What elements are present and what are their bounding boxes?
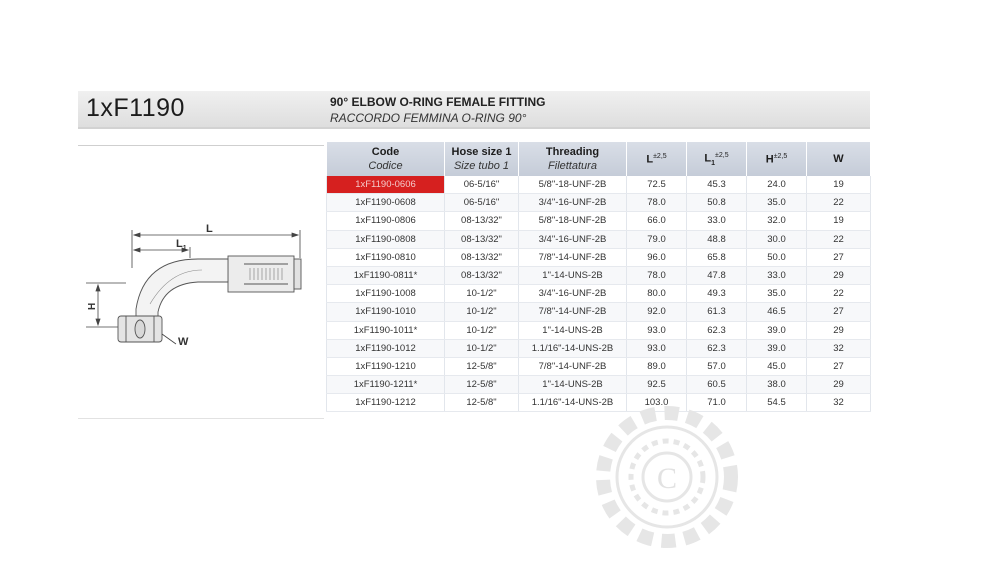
dimension-W [162, 334, 176, 344]
col-header-hose-size: Hose size 1 Size tubo 1 [445, 142, 519, 176]
cell-code: 1xF1190-0606 [327, 176, 445, 194]
cell-L: 80.0 [627, 285, 687, 303]
cell-L1: 57.0 [687, 357, 747, 375]
cell-H: 54.5 [747, 394, 807, 412]
table-row [327, 212, 871, 230]
cell-L1: 65.8 [687, 248, 747, 266]
cell-H: 50.0 [747, 248, 807, 266]
cell-L1: 48.8 [687, 230, 747, 248]
cell-L1: 33.0 [687, 212, 747, 230]
cell-H: 33.0 [747, 266, 807, 284]
cell-W: 19 [807, 212, 871, 230]
table-row [327, 176, 871, 194]
cell-hose-size: 10-1/2" [445, 303, 519, 321]
cell-H: 45.0 [747, 357, 807, 375]
cell-code: 1xF1190-0806 [327, 212, 445, 230]
watermark-letter: C [656, 462, 678, 495]
cell-W: 32 [807, 394, 871, 412]
label-L1: $L_1$ [176, 238, 187, 252]
col-header-L1: $L_1^{\pm 2,5}$ [687, 142, 747, 176]
table-row [327, 339, 871, 357]
cell-L: 79.0 [627, 230, 687, 248]
cell-hose-size: 08-13/32" [445, 248, 519, 266]
cell-threading: 1.1/16"-14-UNS-2B [519, 394, 627, 412]
table-row [327, 230, 871, 248]
cell-W: 22 [807, 194, 871, 212]
cell-H: 38.0 [747, 376, 807, 394]
cell-code: 1xF1190-1211* [327, 376, 445, 394]
spec-table [326, 142, 871, 412]
cell-L1: 60.5 [687, 376, 747, 394]
table-row [327, 357, 871, 375]
table-row [327, 194, 871, 212]
table-header-row [327, 142, 871, 176]
cell-W: 22 [807, 230, 871, 248]
table-row [327, 303, 871, 321]
cell-H: 30.0 [747, 230, 807, 248]
cell-W: 27 [807, 248, 871, 266]
cell-L: 66.0 [627, 212, 687, 230]
cell-hose-size: 10-1/2" [445, 285, 519, 303]
cell-L: 93.0 [627, 339, 687, 357]
cell-threading: 1.1/16"-14-UNS-2B [519, 339, 627, 357]
cell-L: 103.0 [627, 394, 687, 412]
cell-L1: 62.3 [687, 321, 747, 339]
cell-L1: 45.3 [687, 176, 747, 194]
col-header-threading: Threading Filettatura [519, 142, 627, 176]
cell-threading: 3/4"-16-UNF-2B [519, 194, 627, 212]
cell-code: 1xF1190-1212 [327, 394, 445, 412]
cell-threading: 7/8"-14-UNF-2B [519, 303, 627, 321]
cell-code: 1xF1190-1210 [327, 357, 445, 375]
cell-W: 22 [807, 285, 871, 303]
label-W: W [178, 336, 189, 348]
cell-hose-size: 06-5/16" [445, 194, 519, 212]
cell-H: 35.0 [747, 194, 807, 212]
label-L: L [206, 223, 213, 235]
cell-L: 72.5 [627, 176, 687, 194]
cell-threading: 7/8"-14-UNF-2B [519, 248, 627, 266]
cell-W: 29 [807, 266, 871, 284]
cell-code: 1xF1190-0810 [327, 248, 445, 266]
table-row [327, 248, 871, 266]
cell-code: 1xF1190-1011* [327, 321, 445, 339]
cell-hose-size: 12-5/8" [445, 357, 519, 375]
cell-threading: 3/4"-16-UNF-2B [519, 230, 627, 248]
cell-hose-size: 10-1/2" [445, 321, 519, 339]
col-header-W: W [807, 142, 871, 176]
table-row [327, 321, 871, 339]
cell-threading: 1"-14-UNS-2B [519, 266, 627, 284]
cell-hose-size: 10-1/2" [445, 339, 519, 357]
cell-H: 39.0 [747, 321, 807, 339]
fitting-body [118, 256, 301, 342]
cell-H: 32.0 [747, 212, 807, 230]
product-code: 1xF1190 [86, 94, 185, 122]
cell-W: 27 [807, 303, 871, 321]
cell-W: 32 [807, 339, 871, 357]
cell-H: 46.5 [747, 303, 807, 321]
cell-L1: 61.3 [687, 303, 747, 321]
cell-W: 29 [807, 321, 871, 339]
title-english: 90° ELBOW O-RING FEMALE FITTING [330, 95, 546, 109]
cell-L: 92.0 [627, 303, 687, 321]
table-body [327, 176, 871, 412]
cell-L1: 47.8 [687, 266, 747, 284]
cell-threading: 1"-14-UNS-2B [519, 321, 627, 339]
cell-threading: 7/8"-14-UNF-2B [519, 357, 627, 375]
label-H: H [87, 302, 98, 310]
cell-hose-size: 12-5/8" [445, 376, 519, 394]
cell-L1: 62.3 [687, 339, 747, 357]
col-header-code: Code Codice [327, 142, 445, 176]
divider-bottom [78, 418, 324, 419]
fitting-diagram [78, 146, 324, 416]
cell-L: 89.0 [627, 357, 687, 375]
cell-code: 1xF1190-0808 [327, 230, 445, 248]
cell-code: 1xF1190-0811* [327, 266, 445, 284]
cell-H: 35.0 [747, 285, 807, 303]
cell-L: 78.0 [627, 194, 687, 212]
cell-W: 19 [807, 176, 871, 194]
cell-hose-size: 08-13/32" [445, 212, 519, 230]
cell-code: 1xF1190-0608 [327, 194, 445, 212]
col-header-L: $L^{\pm 2,5}$ [627, 142, 687, 176]
cell-W: 29 [807, 376, 871, 394]
cell-hose-size: 08-13/32" [445, 230, 519, 248]
cell-L: 92.5 [627, 376, 687, 394]
table-row [327, 266, 871, 284]
cell-threading: 5/8"-18-UNF-2B [519, 212, 627, 230]
table-row [327, 285, 871, 303]
cell-threading: 1"-14-UNS-2B [519, 376, 627, 394]
cell-hose-size: 06-5/16" [445, 176, 519, 194]
cell-hose-size: 08-13/32" [445, 266, 519, 284]
cell-L: 96.0 [627, 248, 687, 266]
cell-hose-size: 12-5/8" [445, 394, 519, 412]
cell-H: 39.0 [747, 339, 807, 357]
cell-L: 78.0 [627, 266, 687, 284]
cell-code: 1xF1190-1012 [327, 339, 445, 357]
col-header-H: $H^{\pm 2,5}$ [747, 142, 807, 176]
cell-code: 1xF1190-1010 [327, 303, 445, 321]
cell-threading: 3/4"-16-UNF-2B [519, 285, 627, 303]
cell-L: 93.0 [627, 321, 687, 339]
cell-L1: 49.3 [687, 285, 747, 303]
cell-code: 1xF1190-1008 [327, 285, 445, 303]
cell-L1: 50.8 [687, 194, 747, 212]
cell-W: 27 [807, 357, 871, 375]
cell-threading: 5/8"-18-UNF-2B [519, 176, 627, 194]
watermark-gear-logo [582, 392, 752, 562]
cell-H: 24.0 [747, 176, 807, 194]
title-italian: RACCORDO FEMMINA O-RING 90° [330, 111, 527, 125]
cell-L1: 71.0 [687, 394, 747, 412]
